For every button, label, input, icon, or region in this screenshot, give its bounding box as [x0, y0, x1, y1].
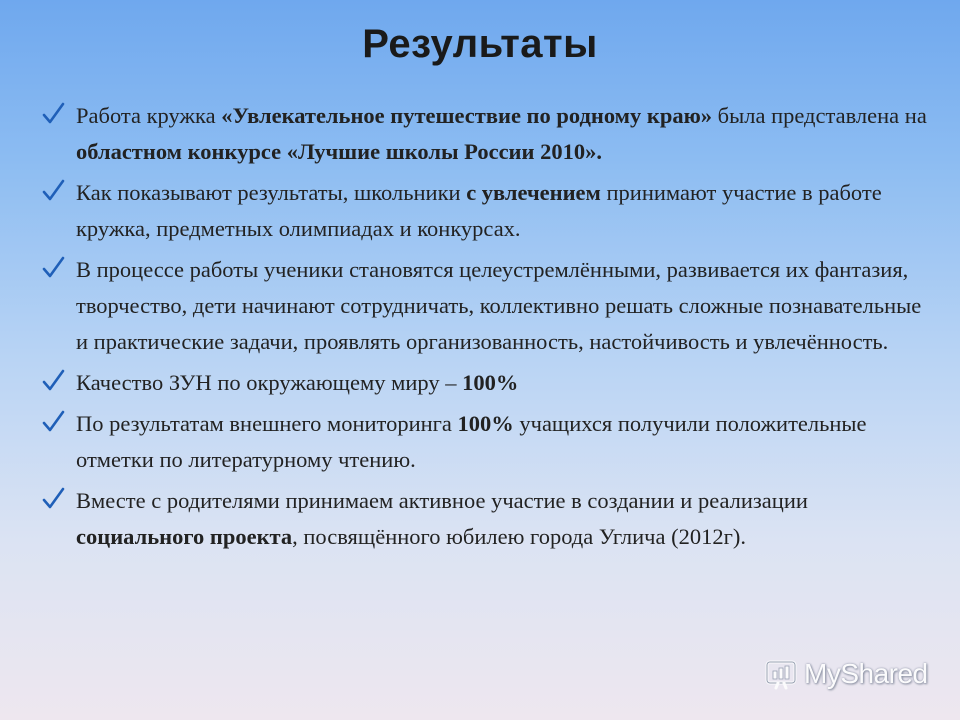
- bullet-list: [40, 98, 930, 560]
- bullet-item: [40, 483, 930, 555]
- bullet-item: [40, 98, 930, 170]
- bullet-text: Вместе с родителями принимаем активное участие в создании и реализации социального проекта, посвящённого юбилею города Углича (2012г).: [76, 488, 808, 549]
- bullet-text: По результатам внешнего мониторинга 100% учащихся получили положительные отметки по литературному чтению.: [76, 411, 867, 472]
- bullet-item: [40, 252, 930, 360]
- slide-title: Результаты: [362, 22, 598, 66]
- checkmark-icon: [42, 175, 66, 205]
- bullet-text: Как показывают результаты, школьники с увлечением принимают участие в работе кружка, предметных олимпиадах и конкурсах.: [76, 180, 882, 241]
- watermark-text: MyShared: [804, 658, 928, 689]
- bullet-text: Качество ЗУН по окружающему миру – 100%: [76, 370, 519, 395]
- checkmark-icon: [42, 483, 66, 513]
- bullet-item: [40, 175, 930, 247]
- checkmark-icon: [42, 98, 66, 128]
- bullet-item: [40, 365, 930, 401]
- bullet-text: В процессе работы ученики становятся целеустремлёнными, развивается их фантазия, творчество, дети начинают сотрудничать, коллективно решать сложные познавательные и практические задачи, проявлять организованность, настойчивость и увлечённость.: [76, 257, 922, 354]
- bullet-item: [40, 406, 930, 478]
- checkmark-icon: [42, 365, 66, 395]
- bullet-text: Работа кружка «Увлекательное путешествие по родному краю» была представлена на областном конкурсе «Лучшие школы России 2010».: [76, 103, 927, 164]
- myshared-logo-icon: [764, 657, 798, 691]
- checkmark-icon: [42, 252, 66, 282]
- watermark[interactable]: [764, 654, 928, 694]
- checkmark-icon: [42, 406, 66, 436]
